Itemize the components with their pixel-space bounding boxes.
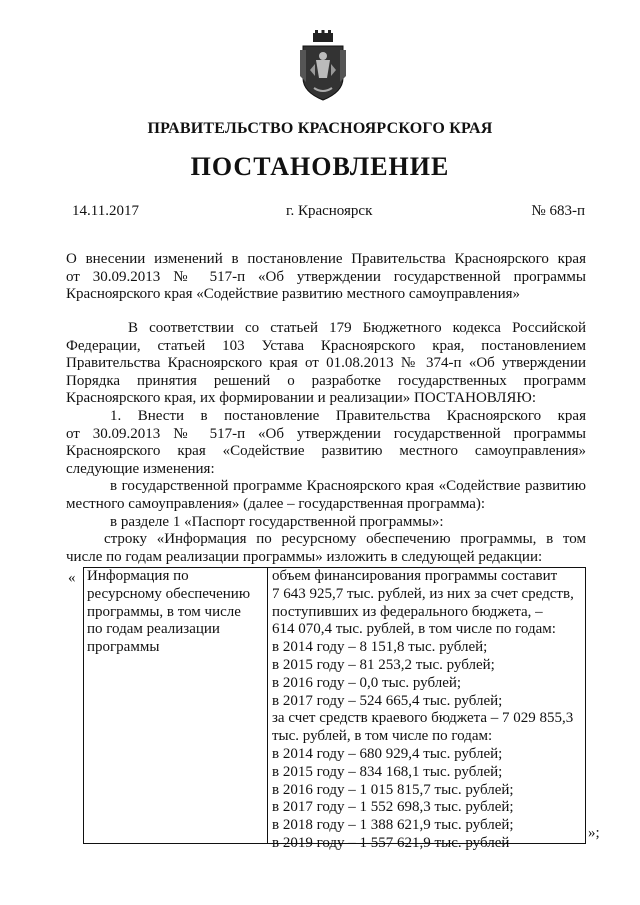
- value-line: за счет средств краевого бюджета – 7 029 855,3: [272, 710, 574, 727]
- value-line: в 2016 году – 1 015 815,7 тыс. рублей;: [272, 781, 514, 798]
- body-block: [66, 320, 586, 566]
- value-line: поступивших из федерального бюджета, –: [272, 603, 543, 620]
- subject-line: О внесении изменений в постановление Правительства Красноярского края: [66, 251, 586, 267]
- value-line: в 2016 году – 0,0 тыс. рублей;: [272, 674, 462, 691]
- value-line: объем финансирования программы составит: [272, 568, 558, 584]
- value-line: в 2017 году – 1 552 698,3 тыс. рублей;: [272, 799, 514, 816]
- subject-line: Красноярского края «Содействие развитию местного самоуправления»: [66, 286, 520, 303]
- value-line: в 2014 году – 8 151,8 тыс. рублей;: [272, 639, 488, 656]
- body-line: строку «Информация по ресурсному обеспечению программы, в том: [104, 531, 586, 548]
- body-line: в государственной программе Красноярского края «Содействие развитию: [110, 478, 586, 495]
- body-line: Красноярского края, их формировании и реализации» ПОСТАНОВЛЯЮ:: [66, 390, 536, 407]
- subject-line: от 30.09.2013 № 517-п «Об утверждении государственной программы: [66, 268, 586, 285]
- document-number: № 683-п: [531, 203, 585, 219]
- body-line: Правительства Красноярского края от 01.08.2013 № 374-п «Об утверждении: [66, 355, 586, 372]
- body-line: числе по годам реализации программы» изложить в следующей редакции:: [66, 548, 543, 565]
- label-line: Информация по: [87, 568, 189, 584]
- coat-of-arms-icon: [300, 30, 346, 104]
- body-line: Порядка принятия решений о разработке государственных программ: [66, 372, 586, 389]
- value-line: тыс. рублей, в том числе по годам:: [272, 728, 493, 745]
- close-quote: »;: [588, 825, 600, 841]
- body-line: В соответствии со статьей 179 Бюджетного кодекса Российской: [128, 320, 586, 336]
- value-line: 7 643 925,7 тыс. рублей, из них за счет средств,: [272, 585, 574, 602]
- value-line: в 2015 году – 81 253,2 тыс. рублей;: [272, 656, 495, 673]
- government-name: ПРАВИТЕЛЬСТВО КРАСНОЯРСКОГО КРАЯ: [147, 120, 493, 137]
- value-line: в 2017 году – 524 665,4 тыс. рублей;: [272, 692, 503, 709]
- body-line: следующие изменения:: [66, 460, 215, 477]
- resource-table: [83, 567, 586, 851]
- label-line: программы, в том числе: [87, 603, 241, 620]
- value-line: в 2015 году – 834 168,1 тыс. рублей;: [272, 763, 503, 780]
- table-value-cell: [272, 568, 584, 853]
- body-line: 1. Внести в постановление Правительства Красноярского края: [110, 407, 586, 424]
- body-line: от 30.09.2013 № 517-п «Об утверждении государственной программы: [66, 425, 586, 442]
- table-label-cell: [87, 568, 265, 657]
- body-line: в разделе 1 «Паспорт государственной программы»:: [110, 513, 444, 530]
- value-line: в 2018 году – 1 388 621,9 тыс. рублей;: [272, 817, 514, 834]
- label-line: ресурсному обеспечению: [87, 585, 251, 602]
- document-title: ПОСТАНОВЛЕНИЕ: [190, 152, 450, 181]
- label-line: по годам реализации: [87, 621, 220, 638]
- value-line: в 2014 году – 680 929,4 тыс. рублей;: [272, 745, 503, 762]
- body-line: Красноярского края «Содействие развитию местного самоуправления»: [66, 443, 586, 460]
- open-quote: «: [68, 570, 76, 586]
- document-city: г. Красноярск: [286, 203, 373, 219]
- value-line: 614 070,4 тыс. рублей, в том числе по годам:: [272, 621, 556, 638]
- subject-block: [66, 251, 586, 304]
- body-line: Федерации, статьей 103 Устава Красноярского края, постановлением: [66, 337, 586, 354]
- label-line: программы: [87, 639, 160, 656]
- document-date: 14.11.2017: [72, 203, 139, 219]
- body-line: местного самоуправления» (далее – государственная программа):: [66, 495, 486, 512]
- value-line: в 2019 году – 1 557 621,9 тыс. рублей: [272, 834, 510, 851]
- table-divider: [267, 568, 268, 843]
